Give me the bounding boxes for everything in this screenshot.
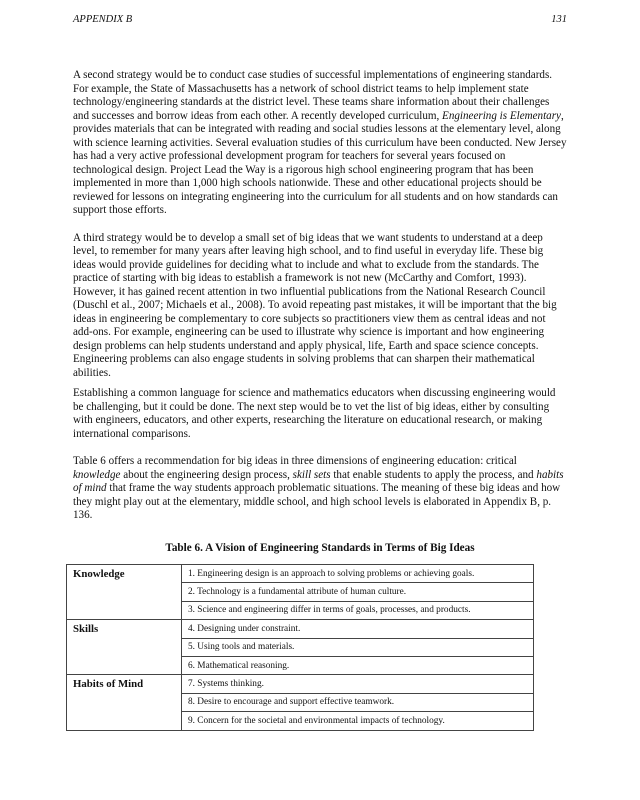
running-head: APPENDIX B <box>73 14 133 25</box>
table-cell: 8. Desire to encourage and support effective teamwork. <box>182 693 534 711</box>
paragraph-3: Establishing a common language for science and mathematics educators when discussing engineering would be challenging, but it could be done. The next step would be to vet the list of big ideas, either by consulting with engineers, educators, and other experts, researching the literature on educational research, or making international comparisons. <box>73 387 556 440</box>
table-cell: 5. Using tools and materials. <box>182 638 534 656</box>
page-header <box>73 14 567 30</box>
paragraph-4: Table 6 offers a recommendation for big ideas in three dimensions of engineering education: critical knowledge about the engineering design process, skill sets that enable students to apply the process, and habits of mind that frame the way students approach problematic situations. The meaning of these big ideas and how they might play out at the elementary, middle school, and high school levels is elaborated in Appendix B, p. 136. <box>73 455 564 521</box>
page-number: 131 <box>551 14 567 25</box>
table-row <box>67 565 534 583</box>
body-text <box>73 69 567 537</box>
table-cell: 2. Technology is a fundamental attribute of human culture. <box>182 583 534 601</box>
paragraph-1: A second strategy would be to conduct case studies of successful implementations of engineering standards. For example, the State of Massachusetts has a network of school district teams to help implement state technology/engineering standards at the district level. These teams share information about their challenges and successes and borrow ideas from each other. A recently developed curriculum, Engineering is Elementary, provides materials that can be integrated with reading and social studies lessons at the elementary level, along with science learning activities. Several evaluation studies of this curriculum have been conducted. New Jersey has had a very active professional development program for teachers for several years focused on technological design. Project Lead the Way is a rigorous high school engineering program that has been implemented in more than 1,000 high schools nationwide. These and other educational projects should be reviewed for lessons on integrating engineering into the curriculum for all students and on how standards can support those efforts. <box>73 69 567 216</box>
table-row <box>67 675 534 693</box>
category-knowledge: Knowledge <box>67 565 182 620</box>
table-cell: 7. Systems thinking. <box>182 675 534 693</box>
table-cell: 6. Mathematical reasoning. <box>182 656 534 674</box>
table-cell: 9. Concern for the societal and environmental impacts of technology. <box>182 712 534 730</box>
table-cell: 4. Designing under constraint. <box>182 620 534 638</box>
table-cell: 3. Science and engineering differ in terms of goals, processes, and products. <box>182 601 534 619</box>
big-ideas-table <box>66 564 534 731</box>
paragraph-2: A third strategy would be to develop a small set of big ideas that we want students to understand at a deep level, to remember for many years after leaving high school, and to find useful in everyday life. These big ideas would provide guidelines for deciding what to include and what to exclude from the standards. The practice of starting with big ideas to establish a framework is not new (McCarthy and Comfort, 1993). However, it has gained recent attention in two influential publications from the National Research Council (Duschl et al., 2007; Michaels et al., 2008). To avoid repeating past mistakes, it will be important that the big ideas in engineering be complementary to core subjects so practitioners view them as central ideas and not add-ons. For example, engineering can be used to illustrate why science is important and how engineering design problems can help students understand and apply physical, life, Earth and space science concepts. Engineering problems can also engage students in solving problems that can sharpen their mathematical abilities. <box>73 231 557 379</box>
category-skills: Skills <box>67 620 182 675</box>
table-row <box>67 620 534 638</box>
table-title: Table 6. A Vision of Engineering Standards in Terms of Big Ideas <box>165 542 475 554</box>
table-cell: 1. Engineering design is an approach to solving problems or achieving goals. <box>182 565 534 583</box>
category-habits-of-mind: Habits of Mind <box>67 675 182 730</box>
